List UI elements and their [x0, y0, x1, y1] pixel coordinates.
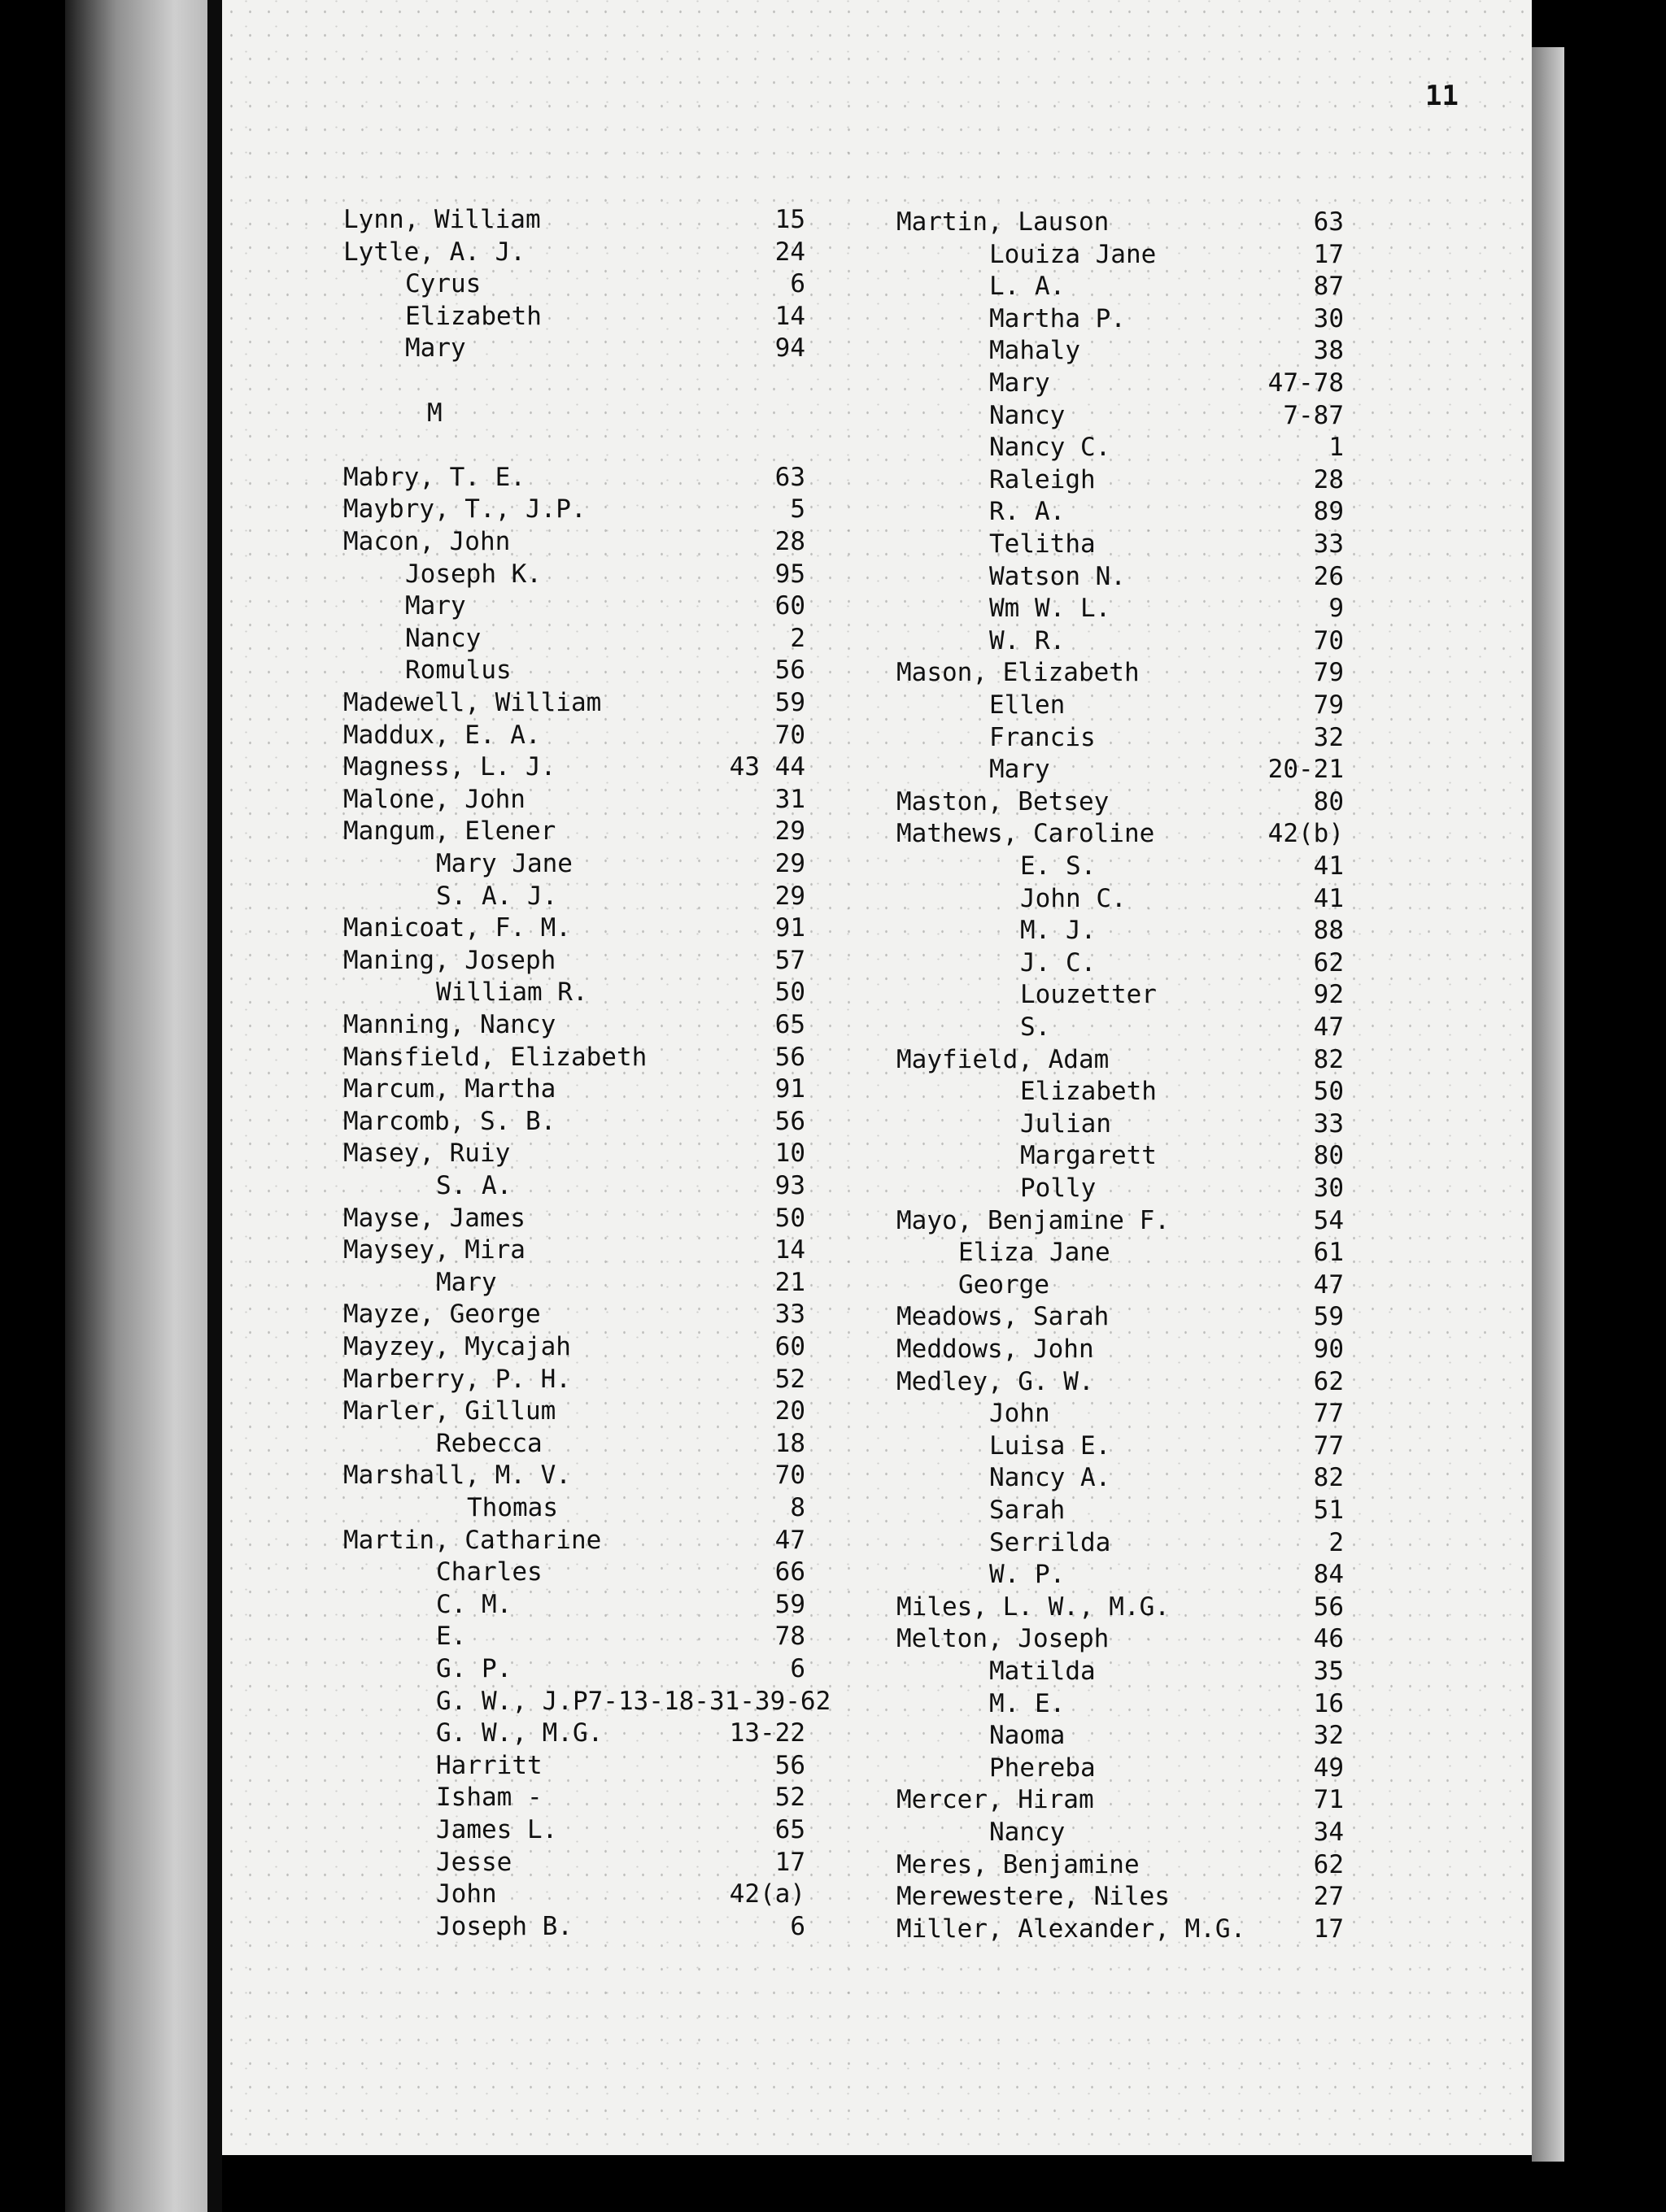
entry-page-number: 14	[774, 301, 805, 331]
entry-page-number: 71	[1313, 1785, 1344, 1815]
entry-page-number: 57	[774, 945, 805, 975]
entry-page-number: 79	[1313, 690, 1344, 720]
entry-page-number: 70	[1313, 625, 1344, 655]
entry-page-number: 56	[1313, 1592, 1344, 1622]
entry-page-number: 89	[1313, 497, 1344, 527]
entry-page-number: 61	[1313, 1238, 1344, 1268]
entry-name: R. A.	[989, 497, 1066, 527]
entry-page-number: 7-87	[1283, 400, 1344, 430]
entry-name: Marcomb, S. B.	[343, 1106, 556, 1136]
entry-page-number: 29	[774, 881, 805, 911]
index-entry	[0, 1333, 1666, 1365]
entry-page-number: 13-22	[729, 1718, 805, 1748]
index-entry	[0, 1430, 1666, 1462]
entry-page-number: 5	[790, 494, 805, 525]
entry-name: Madewell, William	[343, 688, 602, 717]
entry-name: Polly	[1020, 1173, 1097, 1203]
entry-name: Martin, Catharine	[343, 1525, 602, 1555]
index-entry	[0, 978, 1666, 1011]
entry-name: Meddows, John	[896, 1335, 1094, 1364]
entry-name: Mayfield, Adam	[896, 1044, 1110, 1074]
index-entry	[0, 753, 1666, 786]
index-entry	[0, 817, 1666, 850]
entry-name: E.	[436, 1622, 467, 1652]
index-entry	[0, 1043, 1666, 1076]
entry-name: Julian	[1020, 1108, 1111, 1139]
entry-name: Mangum, Elener	[343, 816, 556, 847]
entry-page-number: 80	[1313, 786, 1344, 816]
entry-name: Matilda	[989, 1657, 1096, 1686]
entry-name: George	[958, 1269, 1049, 1300]
entry-page-number: 51	[1313, 1496, 1344, 1525]
entry-page-number: 52	[774, 1364, 805, 1394]
entry-page-number: 2	[1328, 1527, 1344, 1557]
entry-page-number: 78	[774, 1622, 805, 1652]
entry-name: Miles, L. W., M.G.	[896, 1592, 1170, 1622]
entry-name: Marcum, Martha	[343, 1074, 556, 1104]
entry-name: Charles	[436, 1557, 543, 1587]
index-entry	[0, 495, 1666, 528]
entry-page-number: 34	[1313, 1818, 1344, 1847]
entry-name: Ellen	[989, 690, 1066, 720]
index-entry	[0, 399, 1666, 432]
entry-name: Joseph B.	[436, 1911, 573, 1941]
entry-name: Raleigh	[989, 464, 1096, 494]
entry-page-number: 65	[774, 1815, 805, 1844]
entry-name: Macon, John	[343, 527, 511, 556]
entry-page-number: 38	[1313, 336, 1344, 366]
entry-page-number: 17	[1313, 1914, 1344, 1944]
entry-name: W. P.	[989, 1560, 1066, 1590]
entry-page-number: 42(a)	[729, 1879, 805, 1909]
entry-page-number: 47	[774, 1525, 805, 1555]
entry-name: Nancy C.	[989, 433, 1111, 463]
entry-page-number: 95	[774, 559, 805, 589]
entry-name: Masey, Ruiy	[343, 1139, 511, 1169]
entry-name: Luisa E.	[989, 1430, 1111, 1461]
entry-page-number: 17	[774, 1847, 805, 1877]
entry-page-number: 60	[774, 1332, 805, 1361]
entry-name: C. M.	[436, 1589, 512, 1619]
entry-name: Maning, Joseph	[343, 945, 556, 975]
index-entry	[0, 1139, 1666, 1172]
entry-name: Mary Jane	[436, 849, 573, 878]
entry-name: William R.	[436, 978, 588, 1008]
entry-name: Martin, Lauson	[896, 207, 1110, 237]
entry-name: Telitha	[989, 529, 1096, 559]
entry-name: Louzetter	[1020, 980, 1157, 1010]
entry-page-number: 46	[1313, 1624, 1344, 1654]
entry-name: Martha P.	[989, 303, 1126, 333]
entry-page-number: 93	[774, 1171, 805, 1200]
entry-name: S. A. J.	[436, 881, 558, 911]
entry-page-number: 9	[1328, 594, 1344, 624]
entry-name: Medley, G. W.	[896, 1366, 1094, 1396]
entry-name: John	[989, 1399, 1050, 1429]
entry-name: Miller, Alexander, M.G.	[896, 1914, 1246, 1944]
entry-name: Mayzey, Mycajah	[343, 1332, 571, 1361]
entry-name: Jesse	[436, 1847, 512, 1877]
index-entry	[0, 1172, 1666, 1204]
entry-page-number: 50	[774, 1203, 805, 1233]
entry-page-number: 52	[774, 1783, 805, 1813]
entry-page-number: 33	[774, 1300, 805, 1330]
entry-page-number: 17	[1313, 239, 1344, 269]
entry-name: Louiza Jane	[989, 239, 1157, 269]
entry-name: Joseph K.	[405, 559, 542, 589]
entry-name: Elizabeth	[1020, 1077, 1157, 1107]
entry-name: G. P.	[436, 1654, 512, 1683]
index-entry	[0, 1300, 1666, 1333]
entry-page-number: 65	[774, 1010, 805, 1039]
entry-name: Marshall, M. V.	[343, 1461, 571, 1491]
entry-name: Mary	[405, 591, 466, 621]
index-entry	[0, 464, 1666, 496]
index-entry	[0, 625, 1666, 657]
entry-name: Meres, Benjamine	[896, 1849, 1140, 1879]
entry-page-number: 50	[1313, 1077, 1344, 1107]
index-entry	[0, 1236, 1666, 1269]
entry-name: Manning, Nancy	[343, 1010, 556, 1039]
entry-page-number: 87	[1313, 272, 1344, 302]
index-entry	[0, 592, 1666, 625]
entry-page-number: 41	[1313, 883, 1344, 913]
index-entry	[0, 947, 1666, 979]
entry-page-number: 94	[774, 333, 805, 364]
entry-page-number: 26	[1313, 561, 1344, 591]
entry-page-number: 63	[1313, 207, 1344, 237]
entry-name: Maysey, Mira	[343, 1235, 526, 1265]
entry-page-number: 15	[774, 205, 805, 234]
index-entry	[0, 1622, 1666, 1655]
entry-name: Mason, Elizabeth	[896, 658, 1140, 688]
entry-name: Nancy A.	[989, 1463, 1111, 1493]
entry-name: Mahaly	[989, 336, 1080, 366]
entry-name: Melton, Joseph	[896, 1624, 1110, 1654]
entry-name: Wm W. L.	[989, 594, 1111, 624]
entry-name: Cyrus	[405, 269, 482, 299]
entry-page-number: 6	[790, 269, 805, 299]
entry-name: W. R.	[989, 625, 1066, 655]
entry-page-number: 28	[774, 527, 805, 556]
entry-name: Serrilda	[989, 1527, 1111, 1557]
entry-page-number: 82	[1313, 1044, 1344, 1074]
entry-page-number: 28	[1313, 464, 1344, 494]
entry-name: Naoma	[989, 1721, 1066, 1751]
entry-page-number: 20	[774, 1396, 805, 1426]
entry-name: Mayo, Benjamine F.	[896, 1205, 1170, 1235]
entry-name: Mansfield, Elizabeth	[343, 1042, 648, 1072]
entry-name: G. W., J.P7-13-18-31-39-62	[436, 1686, 831, 1716]
entry-page-number: 21	[774, 1267, 805, 1297]
entry-name: Thomas	[467, 1493, 558, 1522]
entry-name: Mary	[989, 755, 1050, 785]
entry-page-number: 56	[774, 655, 805, 686]
entry-page-number: 29	[774, 849, 805, 878]
index-entry	[0, 270, 1666, 303]
entry-name: Mayse, James	[343, 1203, 526, 1233]
entry-page-number: 47	[1313, 1269, 1344, 1300]
entry-page-number: 43 44	[729, 752, 805, 782]
entry-page-number: 6	[790, 1911, 805, 1941]
entry-page-number: 10	[774, 1139, 805, 1169]
entry-page-number: 90	[1313, 1335, 1344, 1364]
index-entry	[0, 1558, 1666, 1591]
index-entry	[0, 1365, 1666, 1398]
index-entry	[0, 238, 1666, 271]
entry-page-number: 88	[1313, 916, 1344, 946]
index-entry	[0, 721, 1666, 754]
entry-name: Manicoat, F. M.	[343, 913, 571, 943]
entry-name: John C.	[1020, 883, 1127, 913]
entry-page-number: 24	[774, 237, 805, 267]
index-entry	[0, 1848, 1666, 1881]
entry-name: Marberry, P. H.	[343, 1364, 571, 1394]
entry-name: Lynn, William	[343, 205, 541, 234]
entry-name: Maybry, T., J.P.	[343, 494, 587, 525]
index-entry	[0, 1461, 1666, 1494]
entry-page-number: 32	[1313, 1721, 1344, 1751]
entry-name: S. A.	[436, 1171, 512, 1200]
entry-page-number: 47-78	[1267, 368, 1344, 398]
index-entry	[0, 1913, 1666, 1945]
index-entry	[0, 1108, 1666, 1140]
entry-page-number: 56	[774, 1042, 805, 1072]
entry-page-number: 16	[1313, 1688, 1344, 1718]
entry-name: Nancy	[989, 1818, 1066, 1847]
entry-name: Isham -	[436, 1783, 543, 1813]
entry-page-number: 91	[774, 913, 805, 943]
index-entry	[0, 303, 1666, 335]
entry-name: Lytle, A. J.	[343, 237, 526, 267]
entry-name: M. J.	[1020, 916, 1097, 946]
entry-name: Francis	[989, 722, 1096, 752]
entry-page-number: 62	[1313, 1366, 1344, 1396]
entry-name: Rebecca	[436, 1428, 543, 1458]
entry-page-number: 31	[774, 784, 805, 814]
entry-page-number: 54	[1313, 1205, 1344, 1235]
entry-name: Mary	[989, 368, 1050, 398]
entry-name: Malone, John	[343, 784, 526, 814]
entry-name: Maston, Betsey	[896, 786, 1110, 816]
entry-page-number: 29	[774, 816, 805, 847]
entry-name: Phereba	[989, 1753, 1096, 1783]
entry-page-number: 32	[1313, 722, 1344, 752]
entry-name: Magness, L. J.	[343, 752, 556, 782]
entry-page-number: 35	[1313, 1657, 1344, 1686]
entry-page-number: 77	[1313, 1430, 1344, 1461]
entry-page-number: 6	[790, 1654, 805, 1683]
entry-name: Margarett	[1020, 1141, 1157, 1171]
entry-page-number: 47	[1313, 1012, 1344, 1042]
entry-name: Harritt	[436, 1750, 543, 1780]
entry-name: John	[436, 1879, 497, 1909]
index-entry	[0, 914, 1666, 947]
entry-name: Meadows, Sarah	[896, 1302, 1110, 1332]
entry-page-number: 27	[1313, 1882, 1344, 1912]
entry-page-number: 77	[1313, 1399, 1344, 1429]
index-entry	[0, 786, 1666, 818]
entry-name: Mercer, Hiram	[896, 1785, 1094, 1815]
index-entry	[0, 560, 1666, 593]
entry-page-number: 82	[1313, 1463, 1344, 1493]
entry-name: L. A.	[989, 272, 1066, 302]
entry-name: Mayze, George	[343, 1300, 541, 1330]
entry-name: Mary	[436, 1267, 497, 1297]
entry-name: Sarah	[989, 1496, 1066, 1525]
entry-page-number: 56	[774, 1750, 805, 1780]
index-entry	[0, 431, 1666, 464]
entry-name: Romulus	[405, 655, 512, 686]
entry-name: James L.	[436, 1815, 558, 1844]
index-entry	[0, 1011, 1666, 1043]
entry-name: Eliza Jane	[958, 1238, 1110, 1268]
entry-page-number: 42(b)	[1267, 819, 1344, 849]
entry-name: Mabry, T. E.	[343, 462, 526, 492]
index-entry	[0, 1075, 1666, 1108]
entry-page-number: 49	[1313, 1753, 1344, 1783]
entry-page-number: 50	[774, 978, 805, 1008]
index-entry	[0, 334, 1666, 367]
entry-page-number: 14	[774, 1235, 805, 1265]
entry-page-number: 66	[774, 1557, 805, 1587]
entry-name: Elizabeth	[405, 301, 542, 331]
index-entry	[0, 1494, 1666, 1526]
entry-page-number: 79	[1313, 658, 1344, 688]
entry-page-number: 20-21	[1267, 755, 1344, 785]
entry-page-number: 1	[1328, 433, 1344, 463]
entry-page-number: 18	[774, 1428, 805, 1458]
entry-name: M. E.	[989, 1688, 1066, 1718]
entry-name: Nancy	[989, 400, 1066, 430]
index-entry	[0, 850, 1666, 882]
entry-name: Mary	[405, 333, 466, 364]
entry-page-number: 63	[774, 462, 805, 492]
entry-page-number: 60	[774, 591, 805, 621]
index-entry	[0, 882, 1666, 915]
section-letter: M	[427, 398, 443, 428]
index-entry	[0, 1719, 1666, 1752]
index-entry	[0, 1591, 1666, 1623]
index-entry	[0, 1687, 1666, 1720]
entry-page-number: 2	[790, 623, 805, 653]
entry-name: G. W., M.G.	[436, 1718, 604, 1748]
index-entry	[0, 367, 1666, 399]
entry-name: Maddux, E. A.	[343, 720, 541, 750]
entry-page-number: 30	[1313, 303, 1344, 333]
entry-page-number: 59	[774, 688, 805, 717]
entry-page-number: 91	[774, 1074, 805, 1104]
entry-page-number: 70	[774, 1461, 805, 1491]
index-entry	[0, 1269, 1666, 1301]
entry-page-number: 30	[1313, 1173, 1344, 1203]
index-entry	[0, 1816, 1666, 1848]
entry-name: Watson N.	[989, 561, 1126, 591]
index-entry	[0, 656, 1666, 689]
entry-page-number: 59	[1313, 1302, 1344, 1332]
entry-page-number: 33	[1313, 1108, 1344, 1139]
entry-page-number: 56	[774, 1106, 805, 1136]
entry-page-number: 8	[790, 1493, 805, 1522]
entry-page-number: 41	[1313, 851, 1344, 881]
entry-page-number: 70	[774, 720, 805, 750]
entry-name: Mathews, Caroline	[896, 819, 1155, 849]
entry-page-number: 92	[1313, 980, 1344, 1010]
index-entry	[0, 689, 1666, 721]
entry-page-number: 62	[1313, 1849, 1344, 1879]
index-entry	[0, 1880, 1666, 1913]
index-entry	[0, 1397, 1666, 1430]
index-entry	[0, 1783, 1666, 1816]
entry-page-number: 80	[1313, 1141, 1344, 1171]
entry-name: J. C.	[1020, 947, 1097, 978]
entry-name: Nancy	[405, 623, 482, 653]
index-entry	[0, 1204, 1666, 1237]
index-entry	[0, 206, 1666, 238]
entry-name: S.	[1020, 1012, 1051, 1042]
entry-name: Marler, Gillum	[343, 1396, 556, 1426]
index-entry	[0, 1526, 1666, 1559]
index-entry	[0, 528, 1666, 560]
entry-page-number: 62	[1313, 947, 1344, 978]
index-entry	[0, 1655, 1666, 1687]
page-number: 11	[1425, 80, 1459, 112]
entry-name: E. S.	[1020, 851, 1097, 881]
entry-name: Merewestere, Niles	[896, 1882, 1170, 1912]
entry-page-number: 59	[774, 1589, 805, 1619]
index-entry	[0, 1752, 1666, 1784]
entry-page-number: 84	[1313, 1560, 1344, 1590]
entry-page-number: 33	[1313, 529, 1344, 559]
